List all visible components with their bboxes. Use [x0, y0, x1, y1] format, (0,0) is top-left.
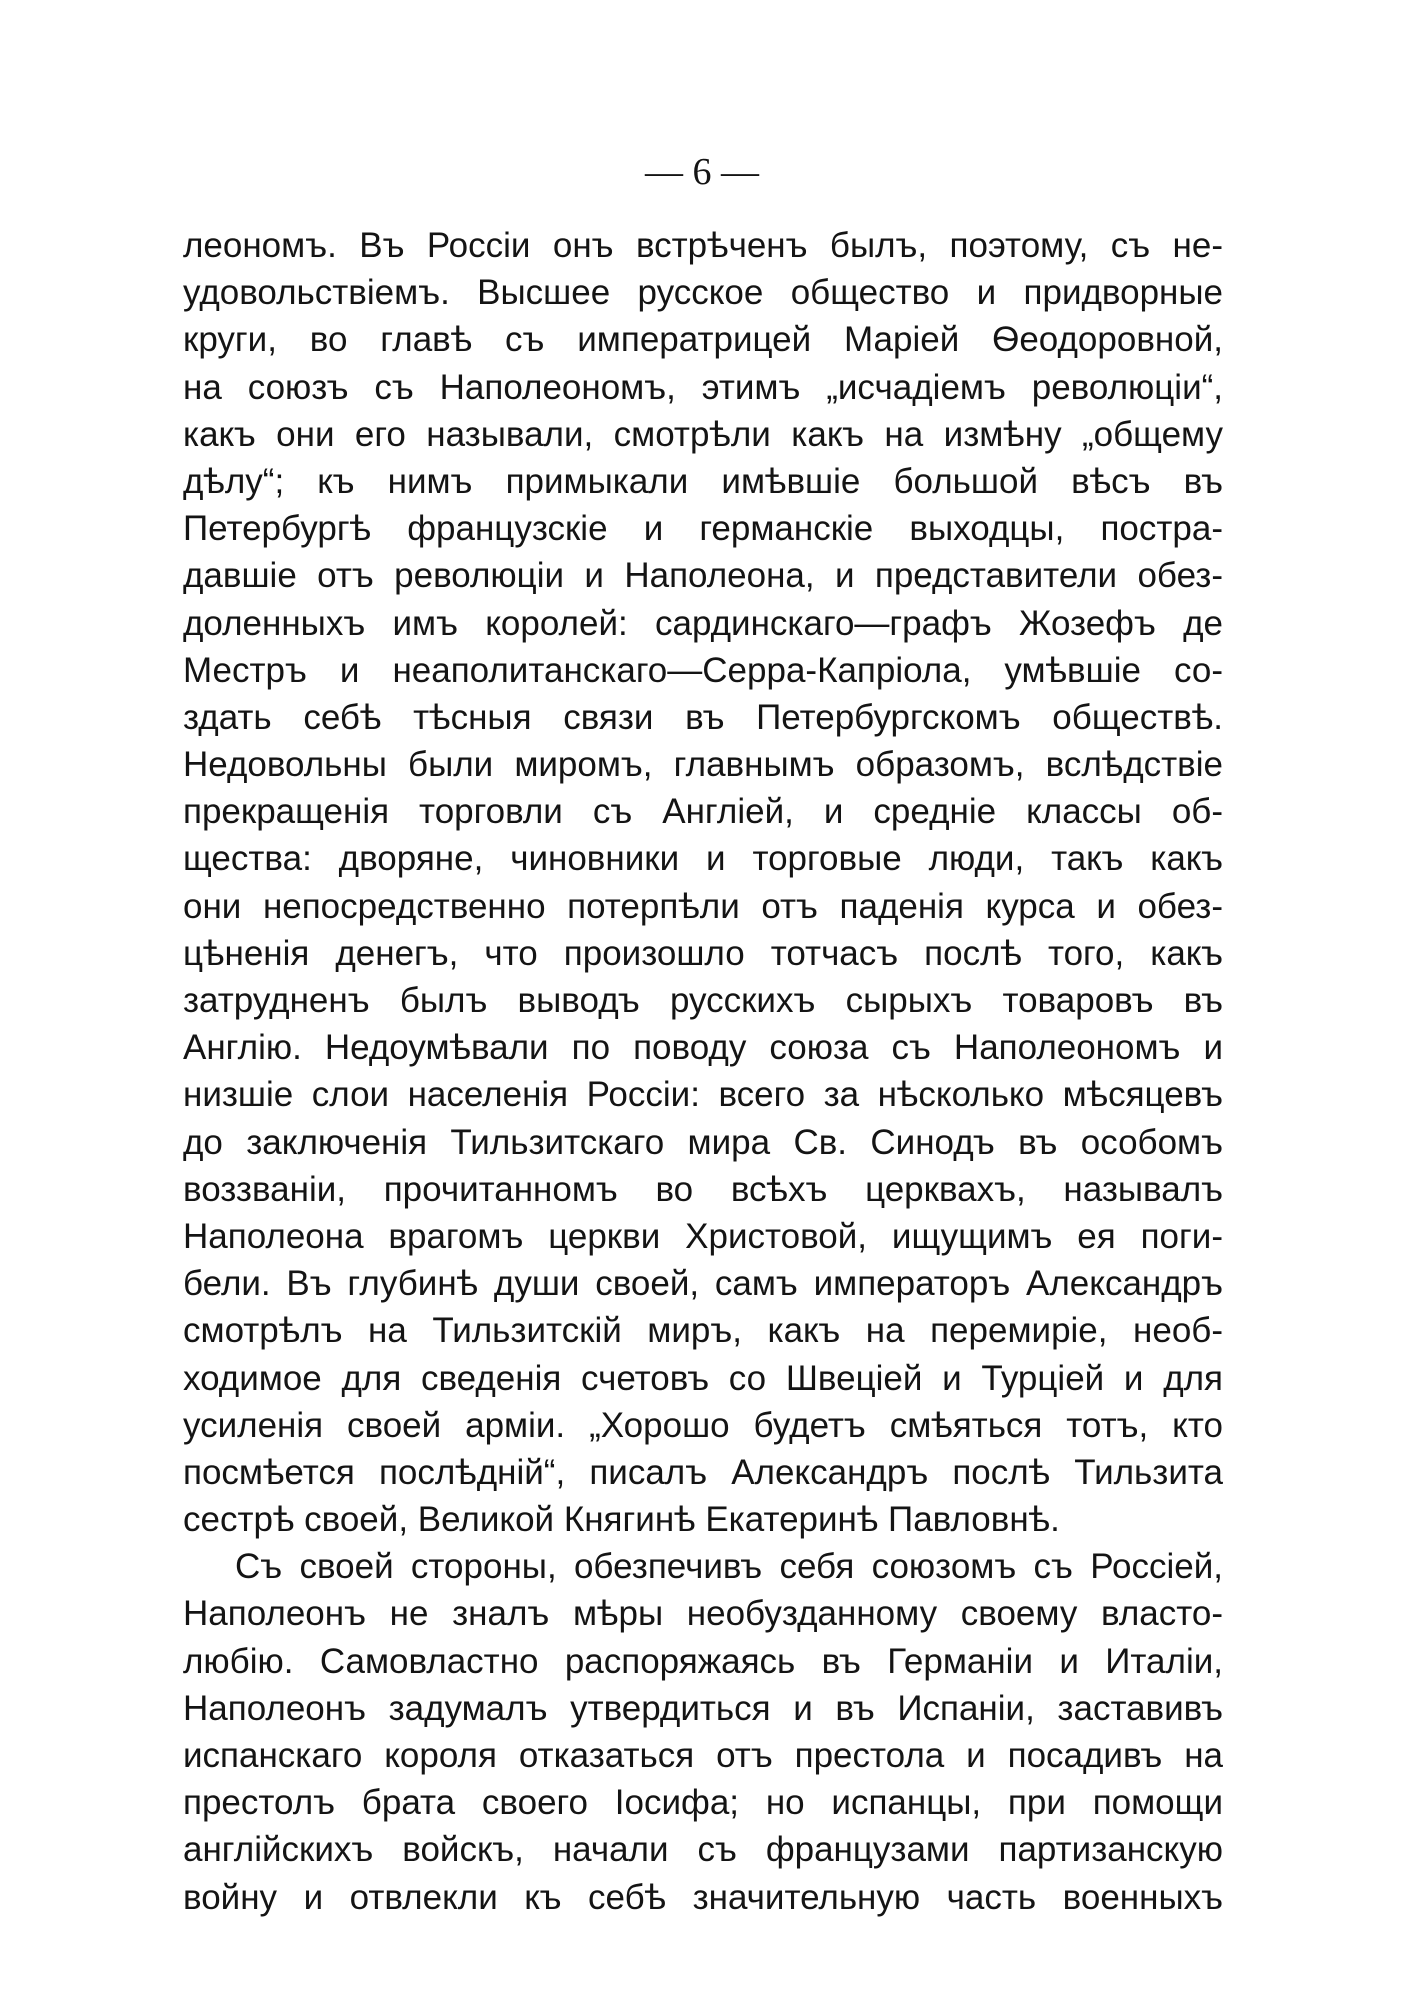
text-line: престолъ брата своего Іосифа; но испанцы, при помощи: [183, 1783, 1223, 1823]
text-line: Наполеонъ не зналъ мѣры необузданному своему власто-: [183, 1594, 1223, 1634]
text-line: щества: дворяне, чиновники и торговые люди, такъ какъ: [183, 839, 1223, 879]
text-line: Местръ и неаполитанскаго—Серра-Капріола, умѣвшіе со-: [183, 650, 1223, 690]
body-text: [183, 222, 1223, 1921]
text-line: до заключенія Тильзитскаго мира Св. Синодъ въ особомъ: [183, 1122, 1223, 1162]
text-line: Англію. Недоумѣвали по поводу союза съ Наполеономъ и: [183, 1028, 1223, 1068]
text-line: бели. Въ глубинѣ души своей, самъ императоръ Александръ: [183, 1264, 1223, 1304]
text-line: Петербургѣ французскіе и германскіе выходцы, постра-: [183, 509, 1223, 549]
text-line: Съ своей стороны, обезпечивъ себя союзомъ съ Россіей,: [235, 1547, 1223, 1587]
text-line: удовольствіемъ. Высшее русское общество и придворные: [183, 273, 1223, 313]
text-line: на союзъ съ Наполеономъ, этимъ „исчадіемъ революціи“,: [183, 367, 1223, 407]
text-line: англійскихъ войскъ, начали съ французами партизанскую: [183, 1830, 1223, 1870]
text-line: дѣлу“; къ нимъ примыкали имѣвшіе большой вѣсъ въ: [183, 461, 1223, 501]
text-line: смотрѣлъ на Тильзитскій миръ, какъ на перемиріе, необ-: [183, 1311, 1223, 1351]
paragraph-1: [183, 222, 1223, 1543]
text-line: воззваніи, прочитанномъ во всѣхъ церквахъ, называлъ: [183, 1169, 1223, 1209]
text-line: усиленія своей арміи. „Хорошо будетъ смѣяться тотъ, кто: [183, 1405, 1223, 1445]
text-line: ходимое для сведенія счетовъ со Швеціей и Турціей и для: [183, 1358, 1223, 1398]
text-line: низшіе слои населенія Россіи: всего за нѣсколько мѣсяцевъ: [183, 1075, 1223, 1115]
text-line: сестрѣ своей, Великой Княгинѣ Екатеринѣ Павловнѣ.: [183, 1500, 1060, 1540]
text-line: испанскаго короля отказаться отъ престола и посадивъ на: [183, 1736, 1223, 1775]
text-line: какъ они его называли, смотрѣли какъ на измѣну „общему: [183, 414, 1223, 454]
text-line: Наполеона врагомъ церкви Христовой, ищущимъ ея поги-: [183, 1216, 1223, 1256]
text-line: посмѣется послѣдній“, писалъ Александръ послѣ Тильзита: [183, 1452, 1223, 1492]
text-line: затрудненъ былъ выводъ русскихъ сырыхъ товаровъ въ: [183, 981, 1223, 1020]
paragraph-2: [183, 1543, 1223, 1921]
text-line: любію. Самовластно распоряжаясь въ Германіи и Италіи,: [183, 1641, 1223, 1681]
text-line: доленныхъ имъ королей: сардинскаго—графъ Жозефъ де: [183, 603, 1223, 643]
text-line: прекращенія торговли съ Англіей, и средніе классы об-: [183, 792, 1223, 832]
text-line: цѣненія денегъ, что произошло тотчасъ послѣ того, какъ: [183, 933, 1223, 973]
text-line: Недовольны были миромъ, главнымъ образомъ, вслѣдствіе: [183, 745, 1223, 785]
page-number: — 6 —: [645, 151, 759, 193]
text-line: Наполеонъ задумалъ утвердиться и въ Испаніи, заставивъ: [183, 1688, 1223, 1728]
text-line: давшіе отъ революціи и Наполеона, и представители обез-: [183, 556, 1223, 596]
text-line: леономъ. Въ Россіи онъ встрѣченъ былъ, поэтому, съ не-: [183, 226, 1223, 265]
text-line: войну и отвлекли къ себѣ значительную часть военныхъ: [183, 1877, 1223, 1917]
text-line: здать себѣ тѣсныя связи въ Петербургскомъ обществѣ.: [183, 697, 1223, 737]
text-line: они непосредственно потерпѣли отъ паденія курса и обез-: [183, 886, 1223, 926]
text-line: круги, во главѣ съ императрицей Маріей Ѳеодоровной,: [183, 320, 1223, 360]
